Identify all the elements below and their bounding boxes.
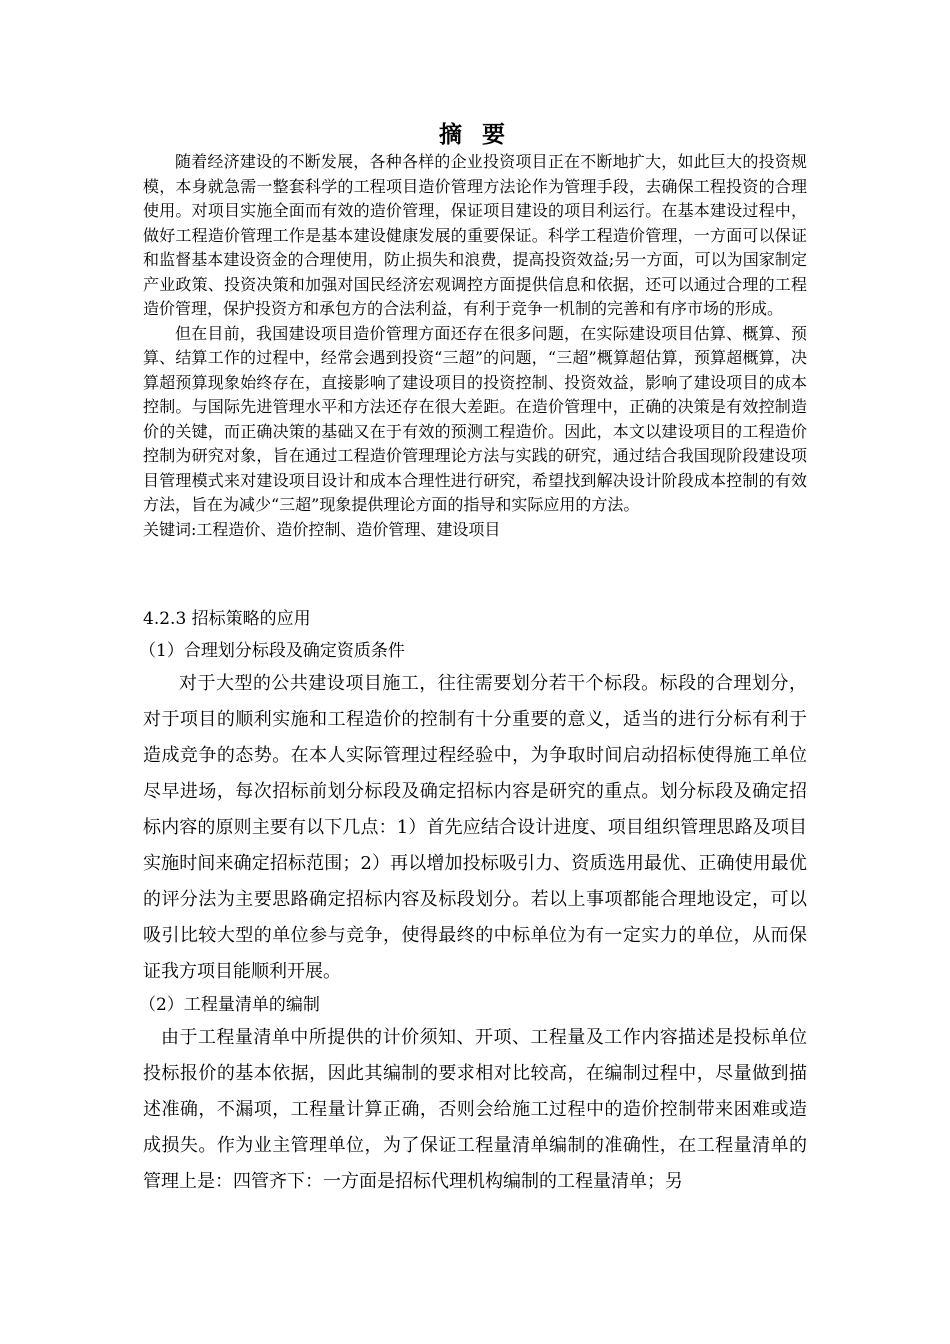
subsection-heading-1: （1）合理划分标段及确定资质条件: [139, 641, 405, 661]
keywords-line: 关键词:工程造价、造价控制、造价管理、建设项目: [143, 519, 501, 539]
subsection-heading-2: （2）工程量清单的编制: [139, 995, 320, 1015]
abstract-body: [143, 150, 807, 542]
abstract-paragraph-1: 随着经济建设的不断发展，各种各样的企业投资项目正在不断地扩大，如此巨大的投资规模，本身就急需一整套科学的工程项目造价管理方法论作为管理手段，去确保工程投资的合理使用。对项目实施全面而有效的造价管理，保证项目建设的项目利运行。在基本建设过程中，做好工程造价管理工作是基本建设健康发展的重要保证。科学工程造价管理，一方面可以保证和监督基本建设资金的合理使用，防止损失和浪费，提高投资效益;另一方面，可以为国家制定产业政策、投资决策和加强对国民经济宏观调控方面提供信息和依据，还可以通过合理的工程造价管理，保护投资方和承包方的合法利益，有利于竞争一机制的完善和有序市场的形成。: [143, 152, 807, 318]
section-body: [139, 604, 807, 1200]
section-heading: 4.2.3 招标策略的应用: [143, 609, 311, 629]
abstract-title: 摘 要: [438, 121, 511, 148]
section-paragraph-2: 由于工程量清单中所提供的计价须知、开项、工程量及工作内容描述是投标单位投标报价的基本依据，因此其编制的要求相对比较高，在编制过程中，尽量做到描述准确，不漏项，工程量计算正确，否则会给施工过程中的造价控制带来困难或造成损失。作为业主管理单位，为了保证工程量清单编制的准确性，在工程量清单的管理上是：四管齐下：一方面是招标代理机构编制的工程量清单；另: [143, 1027, 807, 1192]
abstract-paragraph-2: 但在目前，我国建设项目造价管理方面还存在很多问题，在实际建设项目估算、概算、预算、结算工作的过程中，经常会遇到投资“三超”的问题，“三超”概算超估算，预算超概算，决算超预算现象始终存在，直接影响了建设项目的投资控制、投资效益，影响了建设项目的成本控制。与国际先进管理水平和方法还存在很大差距。在造价管理中，正确的决策是有效控制造价的关键，而正确决策的基础又在于有效的预测工程造价。因此，本文以建设项目的工程造价控制为研究对象，旨在通过工程造价管理理论方法与实践的研究，通过结合我国现阶段建设项目管理模式来对建设项目设计和成本合理性进行研究，希望找到解决设计阶段成本控制的有效方法，旨在为减少“三超”现象提供理论方面的指导和实际应用的方法。: [143, 323, 807, 514]
section-paragraph-1: 对于大型的公共建设项目施工，往往需要划分若干个标段。标段的合理划分，对于项目的顺利实施和工程造价的控制有十分重要的意义，适当的进行分标有利于造成竞争的态势。在本人实际管理过程经验中，为争取时间启动招标使得施工单位尽早进场，每次招标前划分标段及确定招标内容是研究的重点。划分标段及确定招标内容的原则主要有以下几点：1）首先应结合设计进度、项目组织管理思路及项目实施时间来确定招标范围；2）再以增加投标吸引力、资质选用最优、正确使用最优的评分法为主要思路确定招标内容及标段划分。若以上事项都能合理地设定，可以吸引比较大型的单位参与竞争，使得最终的中标单位为有一定实力的单位，从而保证我方项目能顺利开展。: [143, 673, 807, 982]
